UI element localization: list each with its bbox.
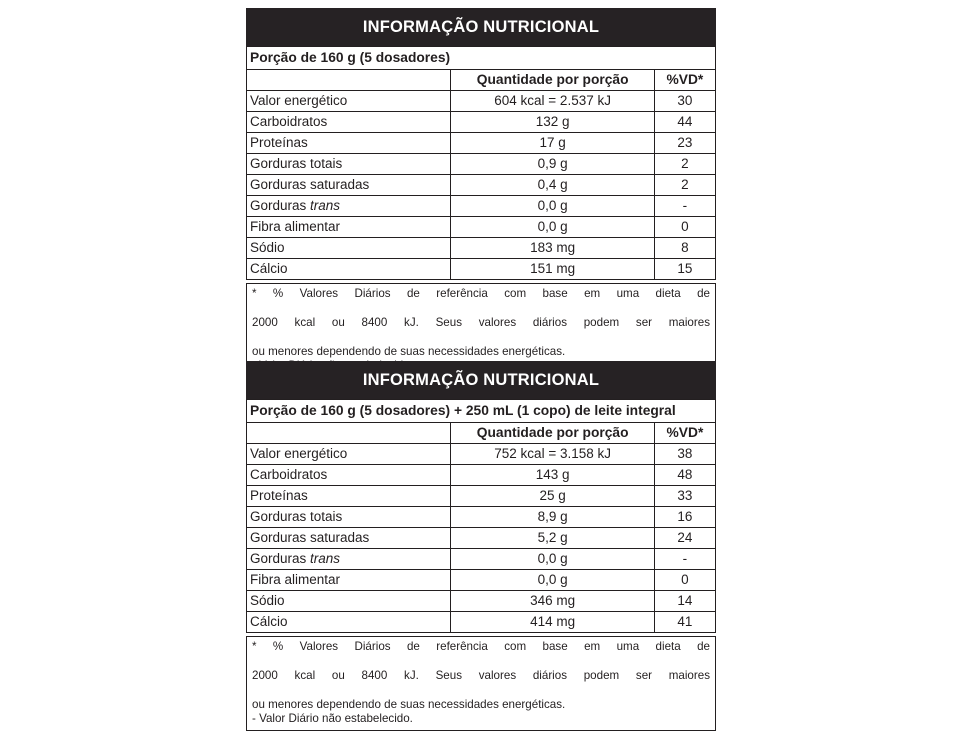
nutrient-label: Fibra alimentar [247, 570, 451, 591]
serving-size: Porção de 160 g (5 dosadores) + 250 mL (1 copo) de leite integral [247, 400, 716, 423]
nutrient-label: Proteínas [247, 486, 451, 507]
nutrient-daily-value: 23 [654, 133, 715, 154]
nutrient-daily-value: 44 [654, 112, 715, 133]
nutrient-amount: 25 g [451, 486, 654, 507]
nutrient-row [247, 486, 716, 507]
nutrient-daily-value: 30 [654, 91, 715, 112]
nutrition-panel-powder [246, 8, 716, 378]
nutrient-amount: 5,2 g [451, 528, 654, 549]
nutrient-row [247, 217, 716, 238]
column-header-amount: Quantidade por porção [451, 70, 654, 91]
nutrient-row [247, 612, 716, 633]
serving-row [247, 400, 716, 423]
nutrient-amount: 132 g [451, 112, 654, 133]
nutrient-daily-value: 14 [654, 591, 715, 612]
footnote-line: - Valor Diário não estabelecido. [252, 711, 413, 725]
nutrient-amount: 183 mg [451, 238, 654, 259]
nutrient-daily-value: 8 [654, 238, 715, 259]
nutrient-label: Gorduras totais [247, 507, 451, 528]
nutrient-label: Cálcio [247, 259, 451, 280]
nutrient-label: Valor energético [247, 91, 451, 112]
nutrient-daily-value: 2 [654, 154, 715, 175]
footnote-line: * % Valores Diários de referência com base em uma dieta de [252, 640, 710, 653]
nutrient-row [247, 238, 716, 259]
nutrient-label: Cálcio [247, 612, 451, 633]
nutrient-daily-value: 16 [654, 507, 715, 528]
nutrient-amount: 414 mg [451, 612, 654, 633]
serving-row [247, 47, 716, 70]
nutrient-daily-value: 48 [654, 465, 715, 486]
nutrient-label: Sódio [247, 238, 451, 259]
nutrient-daily-value: 24 [654, 528, 715, 549]
nutrient-daily-value: 41 [654, 612, 715, 633]
nutrition-panel-powder-with-milk [246, 361, 716, 731]
nutrient-daily-value: 33 [654, 486, 715, 507]
nutrient-daily-value: 38 [654, 444, 715, 465]
nutrient-label: Carboidratos [247, 112, 451, 133]
nutrient-label: Gorduras trans [247, 196, 451, 217]
nutrient-daily-value: - [654, 549, 715, 570]
column-header-nutrient [247, 423, 451, 444]
footnote-line: 2000 kcal ou 8400 kJ. Seus valores diários podem ser maiores [252, 315, 710, 329]
nutrition-table-body [247, 47, 716, 280]
footnote-line: * % Valores Diários de referência com base em uma dieta de [252, 287, 710, 300]
footnote-line: ou menores dependendo de suas necessidades energéticas. [252, 344, 566, 358]
nutrient-amount: 143 g [451, 465, 654, 486]
column-header-nutrient [247, 70, 451, 91]
nutrient-amount: 0,0 g [451, 570, 654, 591]
nutrient-daily-value: 0 [654, 570, 715, 591]
nutrient-row [247, 465, 716, 486]
column-header-vd: %VD* [654, 70, 715, 91]
serving-size: Porção de 160 g (5 dosadores) [247, 47, 716, 70]
nutrient-amount: 0,0 g [451, 196, 654, 217]
nutrition-table [246, 399, 716, 633]
panel-title: INFORMAÇÃO NUTRICIONAL [246, 361, 716, 399]
nutrient-row [247, 259, 716, 280]
nutrient-daily-value: - [654, 196, 715, 217]
nutrient-label: Gorduras trans [247, 549, 451, 570]
nutrient-row [247, 154, 716, 175]
footnote-box [246, 636, 716, 731]
nutrient-label: Carboidratos [247, 465, 451, 486]
nutrient-label: Gorduras totais [247, 154, 451, 175]
footnote-line: ou menores dependendo de suas necessidades energéticas. [252, 697, 566, 711]
nutrient-label: Fibra alimentar [247, 217, 451, 238]
nutrient-row [247, 570, 716, 591]
nutrient-row [247, 507, 716, 528]
nutrient-row [247, 91, 716, 112]
nutrition-table-body [247, 400, 716, 633]
nutrient-amount: 752 kcal = 3.158 kJ [451, 444, 654, 465]
nutrient-label: Sódio [247, 591, 451, 612]
nutrient-amount: 0,0 g [451, 217, 654, 238]
nutrient-row [247, 528, 716, 549]
nutrient-amount: 0,0 g [451, 549, 654, 570]
column-header-vd: %VD* [654, 423, 715, 444]
nutrient-label: Valor energético [247, 444, 451, 465]
nutrient-row [247, 444, 716, 465]
nutrient-row [247, 591, 716, 612]
footnote-line: 2000 kcal ou 8400 kJ. Seus valores diários podem ser maiores [252, 668, 710, 682]
nutrition-table [246, 46, 716, 280]
nutrient-daily-value: 0 [654, 217, 715, 238]
nutrient-row [247, 133, 716, 154]
nutrient-row [247, 549, 716, 570]
nutrient-amount: 151 mg [451, 259, 654, 280]
nutrient-label: Proteínas [247, 133, 451, 154]
nutrient-daily-value: 2 [654, 175, 715, 196]
nutrient-amount: 346 mg [451, 591, 654, 612]
nutrient-row [247, 175, 716, 196]
nutrient-label: Gorduras saturadas [247, 175, 451, 196]
column-header-row [247, 423, 716, 444]
column-header-row [247, 70, 716, 91]
nutrient-amount: 604 kcal = 2.537 kJ [451, 91, 654, 112]
nutrient-label: Gorduras saturadas [247, 528, 451, 549]
nutrient-amount: 17 g [451, 133, 654, 154]
nutrient-row [247, 112, 716, 133]
nutrient-amount: 8,9 g [451, 507, 654, 528]
nutrient-daily-value: 15 [654, 259, 715, 280]
nutrient-amount: 0,9 g [451, 154, 654, 175]
nutrient-row [247, 196, 716, 217]
nutrient-amount: 0,4 g [451, 175, 654, 196]
column-header-amount: Quantidade por porção [451, 423, 654, 444]
panel-title: INFORMAÇÃO NUTRICIONAL [246, 8, 716, 46]
